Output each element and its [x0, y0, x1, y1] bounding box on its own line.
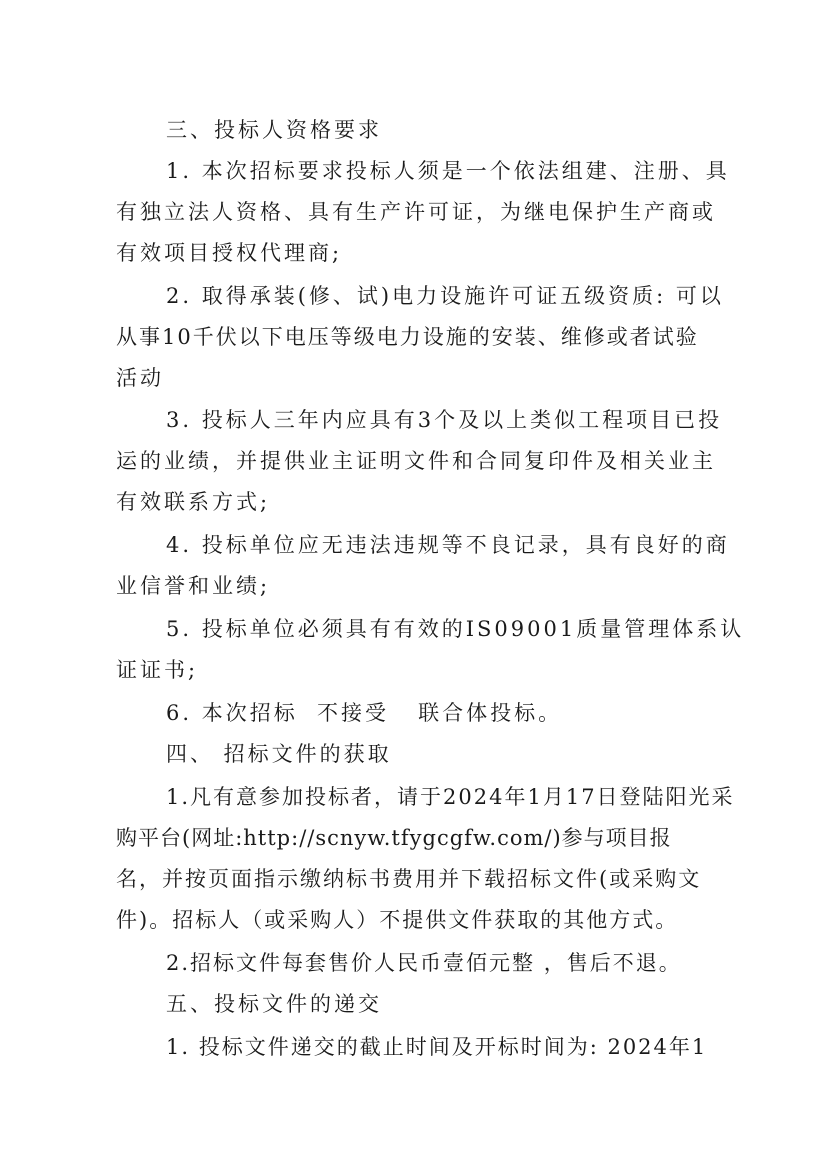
paragraph-line: 运的业绩，并提供业主证明文件和合同复印件及相关业主 [116, 449, 716, 473]
paragraph-line: 活动 [116, 366, 164, 390]
section-heading-3: 三、投标人资格要求 [166, 118, 382, 142]
section-heading-4: 四、 招标文件的获取 [166, 742, 392, 766]
paragraph-line: 证证书; [116, 658, 199, 682]
paragraph-line: 5. 投标单位必须具有有效的IS09001质量管理体系认 [166, 617, 745, 641]
paragraph-line: 有效联系方式; [116, 490, 271, 514]
paragraph-line: 有效项目授权代理商; [116, 241, 343, 265]
paragraph-line: 6. 本次招标 不接受 联合体投标。 [166, 701, 563, 725]
paragraph-line: 1.凡有意参加投标者，请于2024年1月17日登陆阳光采 [166, 785, 735, 809]
paragraph-line: 3. 投标人三年内应具有3个及以上类似工程项目已投 [166, 408, 723, 432]
paragraph-line: 业信誉和业绩; [116, 574, 271, 598]
paragraph-line: 从事10千伏以下电压等级电力设施的安装、维修或者试验 [116, 325, 699, 349]
paragraph-line: 名，并按页面指示缴纳标书费用并下载招标文件(或采购文 [116, 867, 702, 891]
section-heading-5: 五、投标文件的递交 [166, 992, 382, 1016]
paragraph-line: 1. 本次招标要求投标人须是一个依法组建、注册、具 [166, 159, 730, 183]
paragraph-line: 2.招标文件每套售价人民币壹佰元整 ，售后不退。 [166, 951, 682, 975]
paragraph-line: 4. 投标单位应无违法违规等不良记录，具有良好的商 [166, 533, 730, 557]
paragraph-line: 购平台(网址:http://scnyw.tfygcgfw.com/)参与项目报 [116, 826, 672, 850]
paragraph-line: 有独立法人资格、具有生产许可证，为继电保护生产商或 [116, 200, 716, 224]
paragraph-line: 1. 投标文件递交的截止时间及开标时间为: 2024年1 [166, 1035, 708, 1059]
paragraph-line: 2. 取得承装(修、试)电力设施许可证五级资质: 可以 [166, 284, 724, 308]
paragraph-line: 件)。招标人（或采购人）不提供文件获取的其他方式。 [116, 908, 679, 932]
